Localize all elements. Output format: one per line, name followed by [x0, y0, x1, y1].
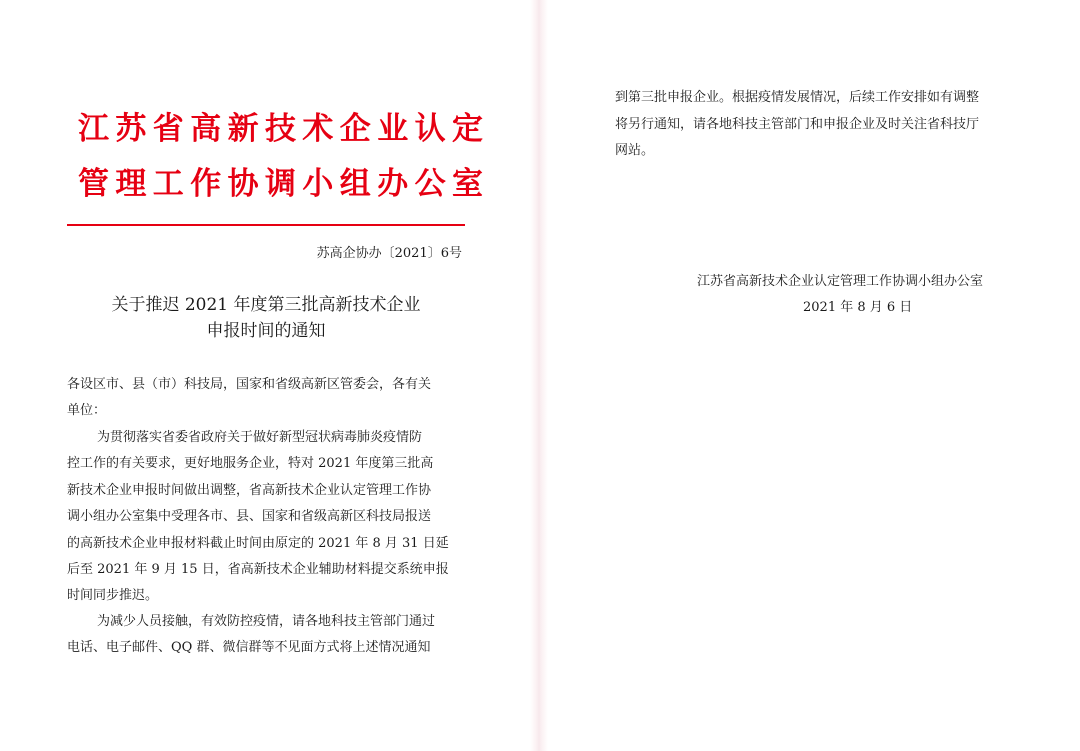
body-text-line: 网站。	[615, 143, 655, 158]
body-text-line: 时间同步推迟。	[67, 588, 159, 603]
body-text-line: 将另行通知，请各地科技主管部门和申报企业及时关注省科技厅	[615, 117, 980, 132]
document-number: 苏高企协办〔2021〕6号	[316, 246, 462, 261]
signature-org: 江苏省高新技术企业认定管理工作协调小组办公室	[697, 274, 984, 289]
notice-title-line2: 申报时间的通知	[206, 321, 326, 341]
body-text-line: 控工作的有关要求，更好地服务企业，特对 2021 年度第三批高	[67, 456, 434, 471]
body-text-line: 到第三批申报企业。根据疫情发展情况，后续工作安排如有调整	[615, 90, 980, 105]
page-gutter	[530, 0, 548, 751]
body-text-line: 为减少人员接触，有效防控疫情，请各地科技主管部门通过	[97, 614, 436, 629]
body-text-line: 为贯彻落实省委省政府关于做好新型冠状病毒肺炎疫情防	[97, 430, 423, 445]
body-text-line: 后至 2021 年 9 月 15 日，省高新技术企业辅助材料提交系统申报	[67, 562, 449, 577]
body-text-line: 电话、电子邮件、QQ 群、微信群等不见面方式将上述情况通知	[67, 640, 431, 655]
org-title-line2: 管理工作协调小组办公室	[78, 166, 490, 202]
addressee-line: 单位：	[67, 403, 107, 418]
red-header-rule	[67, 224, 465, 226]
signature-date: 2021 年 8 月 6 日	[803, 300, 913, 315]
right-page	[548, 0, 1080, 751]
body-text-line: 的高新技术企业申报材料截止时间由原定的 2021 年 8 月 31 日延	[67, 536, 449, 551]
addressee-line: 各设区市、县（市）科技局，国家和省级高新区管委会，各有关	[67, 377, 432, 392]
notice-title-line1: 关于推迟 2021 年度第三批高新技术企业	[111, 295, 421, 315]
body-text-line: 新技术企业申报时间做出调整，省高新技术企业认定管理工作协	[67, 483, 432, 498]
org-title-line1: 江苏省高新技术企业认定	[78, 111, 490, 147]
body-text-line: 调小组办公室集中受理各市、县、国家和省级高新区科技局报送	[67, 509, 432, 524]
left-page	[0, 0, 530, 751]
